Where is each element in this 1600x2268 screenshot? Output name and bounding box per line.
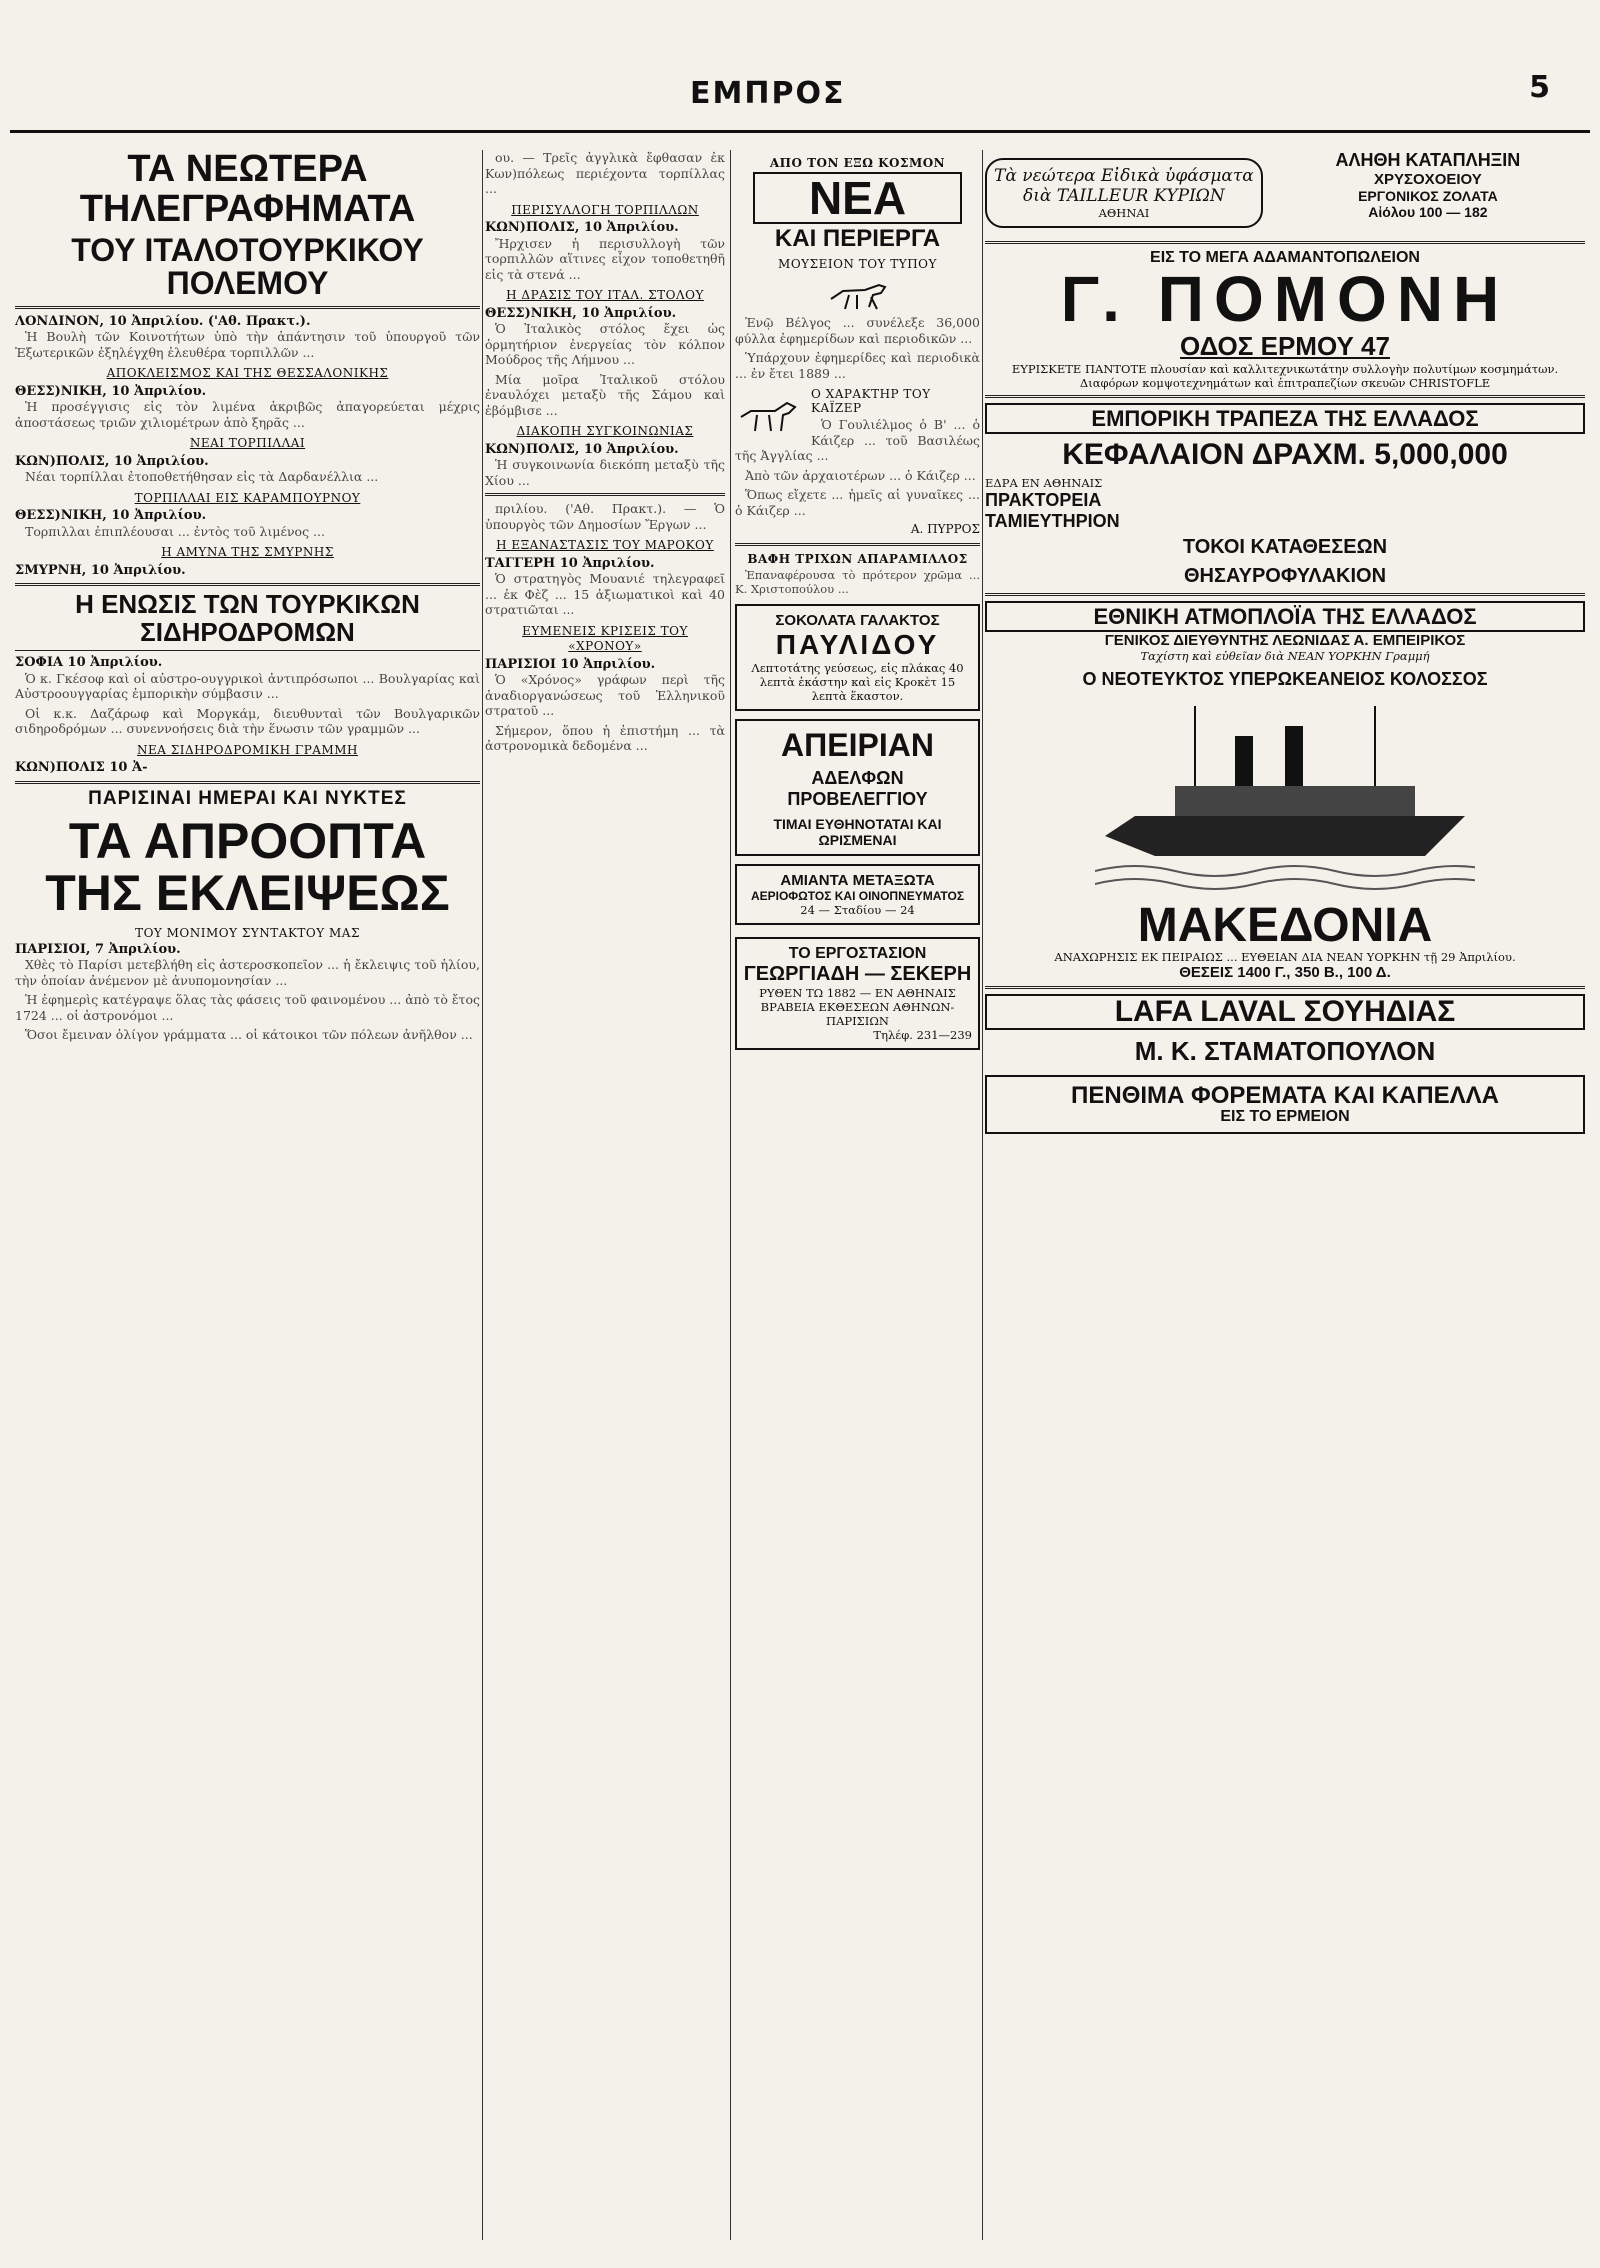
ad-line: ΣΟΚΟΛΑΤΑ ΓΑΛΑΚΤΟΣ (775, 611, 940, 629)
column-rule (982, 150, 983, 2240)
ad-brand: ΠΑΥΛΙΔΟΥ (775, 628, 940, 660)
section-subhead: Η ΕΞΑΝΑΣΤΑΣΙΣ ΤΟΥ ΜΑΡΟΚΟΥ (496, 538, 714, 552)
kicker: ΑΠΟ ΤΟΝ ΕΞΩ ΚΟΣΜΟΝ (769, 156, 946, 170)
greyhound-illustration (823, 273, 893, 313)
dateline: ΠΑΡΙΣΙΟΙ 10 Ἀπριλίου. (485, 656, 656, 672)
dateline: ΠΑΡΙΣΙΟΙ, 7 Ἀπριλίου. (15, 941, 181, 957)
article-text: Ὅπως εἴχετε ... ἡμεῖς αἱ γυναῖκες ... ὁ Κάιζερ ... (735, 487, 980, 518)
section-subhead: ΠΕΡΙΣΥΛΛΟΓΗ ΤΟΡΠΙΛΛΩΝ (511, 202, 699, 217)
dateline: ΣΜΥΡΝΗ, 10 Ἀπριλίου. (15, 562, 186, 578)
article-text: Ὑπάρχουν ἐφημερίδες καὶ περιοδικὰ ... ἐν ἔτει 1889 ... (735, 350, 980, 381)
ad-footer: ΤΙΜΑΙ ΕΥΘΗΝΟΤΑΤΑΙ ΚΑΙ ΩΡΙΣΜΕΝΑΙ (773, 815, 942, 848)
ad-brand: ΑΔΕΛΦΩΝ ΠΡΟΒΕΛΕΓΓΙΟΥ (787, 767, 928, 809)
ship-prices: ΘΕΣΕΙΣ 1400 Γ., 350 Β., 100 Δ. (1179, 964, 1391, 982)
bank-title: ΕΜΠΟΡΙΚΗ ΤΡΑΠΕΖΑ ΤΗΣ ΕΛΛΑΔΟΣ (985, 403, 1585, 434)
bank-capital: ΚΕΦΑΛΑΙΟΝ ΔΡΑΧΜ. 5,000,000 (1062, 438, 1508, 472)
ad-addr: Αἰόλου 100 — 182 (1368, 204, 1488, 220)
article-text: Ὁ στρατηγὸς Μουανιέ τηλεγραφεῖ ... ἐκ Φὲζ ... 15 ἀξιωματικοὶ καὶ 40 στρατιῶται ... (485, 571, 725, 617)
shipping-colossus: Ο ΝΕΟΤΕΥΚΤΟΣ ΥΠΕΡΩΚΕΑΝΕΙΟΣ ΚΟΛΟΣΣΟΣ (1082, 669, 1488, 690)
headline-latest-telegrams: ΤΑ ΝΕΩΤΕΡΑ ΤΗΛΕΓΡΑΦΗΜΑΤΑ (79, 150, 416, 230)
article-text: πριλίου. ('Αθ. Πρακτ.). — Ὁ ὑπουργὸς τῶν Δημοσίων Ἔργων ... (485, 501, 725, 532)
ad-tailleur (985, 158, 1263, 228)
divider (15, 306, 480, 309)
column-rule (482, 150, 483, 2240)
section-subhead: ΤΟΡΠΙΛΛΑΙ ΕΙΣ ΚΑΡΑΜΠΟΥΡΝΟΥ (134, 490, 361, 505)
ad-amianta (735, 864, 980, 925)
dog-illustration (735, 387, 807, 435)
article-text: Ἡ προσέγγισις εἰς τὸν λιμένα ἀκριβῶς ἀπαγορεύεται μέχρις ἀποστάσεως τριῶν χιλιομέτρων ἀπὸ ξηρᾶς ... (15, 399, 480, 430)
article-text: Ἐνῷ Βέλγος ... συνέλεξε 36,000 φύλλα ἐφημερίδων καὶ περιοδικῶν ... (735, 315, 980, 346)
article-text: ου. — Τρεῖς ἀγγλικὰ ἔφθασαν ἐκ Κων)πόλεως περιέχοντα τορπίλλας ... (485, 150, 725, 196)
mourning-title: ΠΕΝΘΙΜΑ ΦΟΡΕΜΑΤΑ ΚΑΙ ΚΑΠΕΛΛΑ (1071, 1081, 1499, 1109)
ad-name: ΕΡΓΟΝΙΚΟΣ ΖΟΛΑΤΑ (1358, 188, 1498, 204)
section-subhead: ΑΠΟΚΛΕΙΣΜΟΣ ΚΑΙ ΤΗΣ ΘΕΣΣΑΛΟΝΙΚΗΣ (106, 366, 389, 381)
column-war-news (15, 150, 480, 2240)
ad-title: ΑΛΗΘΗ ΚΑΤΑΠΛΗΞΙΝ (1335, 150, 1521, 170)
ad-title: ΒΑΦΗ ΤΡΙΧΩΝ ΑΠΑΡΑΜΙΛΛΟΣ (747, 551, 968, 566)
headline-curious: ΚΑΙ ΠΕΡΙΕΡΓΑ (774, 225, 941, 253)
article-text: Ὅσοι ἔμειναν ὀλίγον γράμματα ... οἱ κάτοικοι τῶν πόλεων ἀνῆλθον ... (25, 1027, 473, 1042)
dateline: ΚΩΝ)ΠΟΛΙΣ, 10 Ἀπριλίου. (15, 453, 209, 469)
section-subhead: Η ΑΜΥΝΑ ΤΗΣ ΣΜΥΡΝΗΣ (161, 545, 334, 560)
page-number: 5 (1529, 70, 1550, 105)
section-subhead: Η ΔΡΑΣΙΣ ΤΟΥ ΙΤΑΛ. ΣΤΟΛΟΥ (506, 288, 704, 302)
mourning-sub: ΕΙΣ ΤΟ ΕΡΜΕΙΟΝ (1220, 1107, 1350, 1125)
byline: ΤΟΥ ΜΟΝΙΜΟΥ ΣΥΝΤΑΚΤΟΥ ΜΑΣ (135, 925, 360, 940)
bank-vault: ΘΗΣΑΥΡΟΦΥΛΑΚΙΟΝ (1183, 565, 1387, 588)
ship-name: ΜΑΚΕΔΟΝΙΑ (1137, 899, 1433, 953)
ad-footer: 24 — Σταδίου — 24 (800, 902, 915, 917)
newspaper-title: ΕΜΠΡΟΣ (690, 76, 846, 111)
article-text: Ἤρχισεν ἡ περισυλλογὴ τῶν τορπιλλῶν αἵτινες εἶχον τοποθετηθῆ εἰς τὰ στενά ... (485, 235, 725, 282)
column-world-news (735, 150, 980, 2240)
divider (15, 583, 480, 586)
divider (15, 781, 480, 784)
ad-sub: ΑΕΡΙΟΦΩΤΟΣ ΚΑΙ ΟΙΝΟΠΝΕΥΜΑΤΟΣ (750, 888, 965, 903)
laval-name: Μ. Κ. ΣΤΑΜΑΤΟΠΟΥΛΟΝ (1134, 1035, 1436, 1066)
ad-mourning (985, 1075, 1585, 1134)
masthead-rule (10, 130, 1590, 133)
dateline: ΘΕΣΣ)ΝΙΚΗ, 10 Ἀπριλίου. (15, 383, 207, 399)
article-text: Ἡ συγκοινωνία διεκόπη μεταξὺ τῆς Χίου ... (485, 457, 725, 488)
section-subhead: ΔΙΑΚΟΠΗ ΣΥΓΚΟΙΝΩΝΙΑΣ (516, 424, 694, 438)
divider (485, 493, 725, 496)
kicker: ΠΑΡΙΣΙΝΑΙ ΗΜΕΡΑΙ ΚΑΙ ΝΥΚΤΕΣ (88, 787, 407, 809)
section-subhead: ΝΕΑΙ ΤΟΡΠΙΛΛΑΙ (189, 436, 306, 451)
column-war-news-cont (485, 150, 725, 2010)
headline-eclipse: ΤΑ ΑΠΡΟΟΠΤΑ ΤΗΣ ΕΚΛΕΙΨΕΩΣ (45, 812, 450, 921)
bank-seat: ΕΔΡΑ ΕΝ ΑΘΗΝΑΙΣ (985, 476, 1103, 491)
dateline: ΣΟΦΙΑ 10 Ἀπριλίου. (15, 655, 163, 671)
ad-phone: Τηλέφ. 231—239 (873, 1027, 972, 1042)
dateline: ΘΕΣΣ)ΝΙΚΗ, 10 Ἀπριλίου. (485, 305, 677, 321)
dateline: ΚΩΝ)ΠΟΛΙΣ, 10 Ἀπριλίου. (485, 220, 679, 235)
ad-brand: ΓΕΩΡΓΙΑΔΗ — ΣΕΚΕΡΗ (743, 962, 972, 985)
laval-title: LAFA LAVAL ΣΟΥΗΔΙΑΣ (985, 994, 1585, 1030)
divider (985, 986, 1585, 989)
shipping-title: ΕΘΝΙΚΗ ΑΤΜΟΠΛΟΪΑ ΤΗΣ ΕΛΛΑΔΟΣ (985, 601, 1585, 632)
ad-founded: ΡΥΘΕΝ ΤΩ 1882 — ΕΝ ΑΘΗΝΑΙΣ (759, 985, 956, 1000)
ad-brand: ΧΡΥΣΟΧΟΕΙΟΥ (1374, 171, 1482, 188)
ad-text: ΕΥΡΙΣΚΕΤΕ ΠΑΝΤΟΤΕ πλουσίαν καὶ καλλιτεχνικωτάτην συλλογὴν πολυτίμων κοσμημάτων. Διαφόρων κομψοτεχνημάτων καὶ ἐπιτραπεζίων σκευῶν CHRISTOFLE (1011, 362, 1559, 390)
dateline: ΚΩΝ)ΠΟΛΙΣ 10 Ἀ- (15, 760, 148, 776)
ad-small-title: ΕΙΣ ΤΟ ΜΕΓΑ ΑΔΑΜΑΝΤΟΠΩΛΕΙΟΝ (1150, 249, 1420, 266)
column-rule (730, 150, 731, 2240)
section-subhead: ΜΟΥΣΕΙΟΝ ΤΟΥ ΤΥΠΟΥ (778, 257, 937, 272)
article-text: Ὁ Ἰταλικὸς στόλος ἔχει ὡς ὁρμητήριον ἐνεργείας τὸν κόλπον Μούδρος τῆς Λήμνου ... (485, 321, 725, 367)
headline-italo-turkish-war: ΤΟΥ ΙΤΑΛΟΤΟΥΡΚΙΚΟΥ ΠΟΛΕΜΟΥ (71, 231, 424, 302)
article-text: Σήμερον, ὅπου ἡ ἐπιστήμη ... τὰ ἀστρονομικὰ δεδομένα ... (485, 722, 725, 753)
article-text: Οἱ κ.κ. Δαζάρωφ καὶ Μοργκάμ, διευθυνταὶ τῶν Βουλγαρικῶν σιδηροδρόμων ... συνεννοήσεις διὰ τὴν ἕνωσιν τῶν γραμμῶν ... (15, 705, 480, 737)
column-advertisements (985, 150, 1585, 2240)
headline-railways-union: Η ΕΝΩΣΙΣ ΤΩΝ ΤΟΥΡΚΙΚΩΝ ΣΙΔΗΡΟΔΡΟΜΩΝ (75, 589, 420, 647)
divider (985, 241, 1585, 244)
dateline: ΚΩΝ)ΠΟΛΙΣ, 10 Ἀπριλίου. (485, 441, 679, 457)
ad-addr: ΑΘΗΝΑΙ (1098, 206, 1150, 220)
ad-title: ΑΠΕΙΡΙΑΝ (781, 726, 934, 763)
ad-apeirian (735, 719, 980, 856)
dateline: ΘΕΣΣ)ΝΙΚΗ, 10 Ἀπριλίου. (15, 508, 207, 524)
divider (735, 543, 980, 546)
article-text: Ὁ κ. Γκέσοφ καὶ οἱ αὐστρο-ουγγρικοὶ ἀντιπρόσωποι ... Βουλγαρίας καὶ Αὐστροουγγαρίας ἐμπορικὴν σύμβασιν ... (15, 670, 480, 702)
ad-title: ΑΜΙΑΝΤΑ ΜΕΤΑΞΩΤΑ (780, 871, 935, 889)
divider (985, 593, 1585, 596)
section-subhead: ΕΥΜΕΝΕΙΣ ΚΡΙΣΕΙΣ ΤΟΥ «ΧΡΟΝΟΥ» (522, 623, 688, 653)
dateline: ΛΟΝΔΙΝΟΝ, 10 Ἀπριλίου. ('Αθ. Πρακτ.). (15, 313, 311, 329)
bank-agencies: ΠΡΑΚΤΟΡΕΙΑ (985, 490, 1102, 511)
article-text: Μία μοῖρα Ἰταλικοῦ στόλου ἐναυλόχει μεταξὺ τῆς Σάμου καὶ ἐβόμβισε ... (485, 371, 725, 418)
dateline: ΤΑΓΓΕΡΗ 10 Ἀπριλίου. (485, 555, 655, 571)
article-text: Τορπιλλαι ἐπιπλέουσαι ... ἐντὸς τοῦ λιμένος ... (25, 523, 325, 539)
article-text: Χθὲς τὸ Παρίσι μετεβλήθη εἰς ἀστεροσκοπεῖον ... ἡ ἔκλειψις τοῦ ἡλίου, τὴν ὁποίαν ἀνέμενον μὲ ἀνυπομονησίαν ... (15, 957, 480, 988)
ad-street: ΟΔΟΣ ΕΡΜΟΥ 47 (1180, 331, 1390, 361)
article-text: Νέαι τορπίλλαι ἐτοποθετήθησαν εἰς τὰ Δαρδανέλλια ... (25, 469, 379, 485)
ad-text: Λεπτοτάτης γεύσεως, εἰς πλάκας 40 λεπτὰ ἑκάστην καὶ εἰς Κροκὲτ 15 λεπτὰ ἕκαστον. (751, 660, 964, 703)
article-text: Ἀπὸ τῶν ἀρχαιοτέρων ... ὁ Κάιζερ ... (745, 467, 976, 483)
masthead (10, 62, 1590, 140)
ad-text: Ἐπαναφέρουσα τὸ πρότερον χρῶμα ... Κ. Χριστοπούλου ... (735, 567, 980, 596)
ad-text: Τὰ νεώτερα Εἰδικὰ ὑφάσματα διὰ TAILLEUR ΚΥΡΙΩΝ (994, 166, 1254, 206)
article-text: Ὁ Γουλιέλμος ὁ Β' ... ὁ Κάιζερ ... τοῦ Βασιλέως τῆς Ἀγγλίας ... (735, 417, 980, 464)
section-subhead: ΝΕΑ ΣΙΔΗΡΟΔΡΟΜΙΚΗ ΓΡΑΜΜΗ (137, 742, 358, 757)
divider (15, 650, 480, 651)
bank-savings: ΤΑΜΙΕΥΤΗΡΙΟΝ (985, 511, 1120, 532)
section-subhead: Ο ΧΑΡΑΚΤΗΡ ΤΟΥ ΚΑΪΖΕΡ (811, 387, 931, 416)
ad-chocolate (735, 604, 980, 711)
article-text: Ἡ Βουλὴ τῶν Κοινοτήτων ὑπὸ τὴν ἀπάντησιν τοῦ ὑπουργοῦ τῶν Ἐξωτερικῶν ἐξηλέγχθη ἐλευθέρα τορπιλλῶν ... (15, 329, 480, 360)
ad-title: ΤΟ ΕΡΓΟΣΤΑΣΙΟΝ (788, 944, 927, 962)
ad-awards: ΒΡΑΒΕΙΑ ΕΚΘΕΣΕΩΝ ΑΘΗΝΩΝ-ΠΑΡΙΣΙΩΝ (760, 999, 955, 1028)
article-text: Ἡ ἐφημερὶς κατέγραψε ὅλας τὰς φάσεις τοῦ φαινομένου ... ἀπὸ τὸ ἔτος 1724 ... οἱ ἀστρονόμοι ... (15, 992, 480, 1023)
ad-pomoni-name: Γ. ΠΟΜΟΝΗ (1060, 263, 1510, 335)
divider (985, 395, 1585, 398)
ad-factory (735, 937, 980, 1050)
article-text: Ὁ «Χρόνος» γράφων περὶ τῆς ἀναδιοργανώσεως τοῦ Ἑλληνικοῦ στρατοῦ ... (485, 672, 725, 718)
ad-jeweler (1271, 150, 1585, 236)
bank-interest: ΤΟΚΟΙ ΚΑΤΑΘΕΣΕΩΝ (1182, 536, 1388, 559)
headline-news: ΝΕΑ (753, 172, 962, 224)
shipping-agent: ΓΕΝΙΚΟΣ ΔΙΕΥΘΥΝΤΗΣ ΛΕΩΝΙΔΑΣ Α. ΕΜΠΕΙΡΙΚΟΣ (1104, 632, 1466, 650)
ship-departure: ΑΝΑΧΩΡΗΣΙΣ ΕΚ ΠΕΙΡΑΙΩΣ ... ΕΥΘΕΙΑΝ ΔΙΑ ΝΕΑΝ ΥΟΡΚΗΝ τῇ 29 Ἀπριλίου. (1054, 950, 1516, 965)
steamship-illustration (1095, 696, 1475, 896)
signature: Α. ΠΥΡΡΟΣ (910, 522, 980, 537)
shipping-sub: Ταχίστη καὶ εὐθεῖαν διὰ ΝΕΑΝ ΥΟΡΚΗΝ Γραμμή (1140, 649, 1430, 664)
